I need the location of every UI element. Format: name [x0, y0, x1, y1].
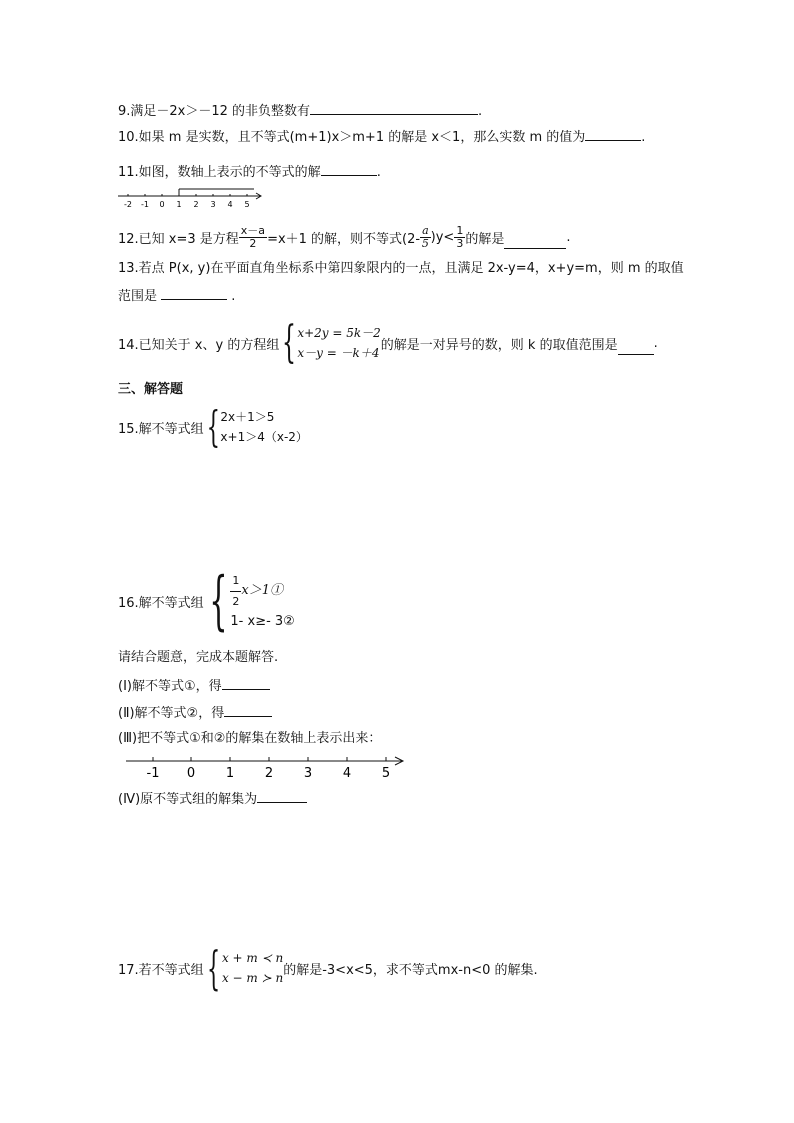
fraction-numerator: 1: [230, 571, 241, 592]
fraction-denominator: 5: [421, 236, 429, 250]
answer-blank[interactable]: [321, 163, 377, 176]
question-12-text: 12.已知 x=3 是方程: [118, 231, 239, 247]
part-3-text: (Ⅲ)把不等式①和②的解集在数轴上表示出来：: [118, 731, 382, 746]
question-17-text: 的解是-3<x<5，求不等式mx-n<0 的解集.: [283, 962, 538, 978]
equation: x－y = －k＋4: [297, 346, 380, 360]
number-line-ticks: [153, 757, 386, 761]
fraction-denominator: 3: [456, 236, 464, 250]
answer-blank[interactable]: [585, 128, 641, 141]
question-14-text: 的解是一对异号的数，则 k 的取值范围是: [380, 337, 618, 353]
tick-label: 0: [186, 766, 196, 781]
equation: x+2y = 5k－2: [297, 326, 381, 340]
tick-label: 5: [381, 766, 391, 781]
fraction: [230, 571, 241, 612]
fraction-numerator: 1: [456, 223, 464, 237]
tick-label: 5: [244, 200, 250, 209]
answer-blank[interactable]: [504, 236, 566, 249]
fraction: [420, 225, 431, 250]
fraction: [239, 225, 267, 250]
section-heading: 三、解答题: [118, 382, 184, 397]
question-12-end: .: [566, 229, 571, 245]
inequality: x + m ≺ n: [221, 951, 284, 965]
fraction-numerator: a: [422, 223, 429, 237]
tick-label: 0: [159, 200, 165, 209]
answer-blank[interactable]: [310, 102, 478, 115]
inequality: 2x＋1＞5: [220, 410, 275, 424]
instruction-text: 请结合题意，完成本题解答.: [118, 650, 279, 665]
fraction: [454, 225, 465, 250]
part-1-text: (Ⅰ)解不等式①，得: [118, 679, 222, 694]
tick-label: 2: [193, 200, 199, 209]
question-13-end: .: [231, 289, 236, 304]
part-4-text: (Ⅳ)原不等式组的解集为: [118, 792, 258, 807]
tick-label: 3: [210, 200, 216, 209]
question-12-text: )y<: [430, 229, 455, 245]
question-14: [118, 318, 658, 368]
question-14-end: .: [653, 335, 658, 351]
question-12: [118, 218, 570, 256]
tick-label: -1: [141, 200, 149, 209]
question-12-text: 的解是: [465, 231, 505, 247]
question-10-end: .: [641, 130, 646, 145]
inequality: x＞1①: [241, 583, 284, 598]
part-4: [118, 790, 307, 808]
inequality: x − m ≻ n: [221, 971, 284, 985]
system-brace: {: [206, 402, 220, 451]
inequality: x+1＞4（x-2）: [220, 430, 308, 444]
part-1: [118, 677, 270, 695]
question-10-text: 10.如果 m 是实数，且不等式(m+1)x＞m+1 的解是 x＜1，那么实数 m 的值为: [118, 130, 586, 145]
answer-blank[interactable]: [222, 677, 270, 690]
question-9-end: .: [478, 104, 483, 119]
tick-label: -1: [146, 766, 160, 781]
question-11: [118, 163, 381, 181]
question-12-text: =x＋1 的解，则不等式(2-: [267, 231, 421, 247]
equation-system: [297, 323, 380, 363]
question-17: [118, 941, 538, 995]
tick-label: 4: [342, 766, 352, 781]
answer-blank[interactable]: [224, 704, 272, 717]
system-brace: {: [208, 564, 228, 638]
fraction-denominator: 2: [232, 594, 240, 608]
answer-blank[interactable]: [161, 287, 227, 300]
question-11-number-line: [116, 186, 266, 212]
system-brace: {: [282, 317, 297, 368]
question-16-number-line: [120, 752, 410, 782]
question-11-text: 11.如图，数轴上表示的不等式的解: [118, 165, 321, 180]
tick-label: -2: [124, 200, 132, 209]
inequality-system: [222, 948, 283, 988]
question-9: [118, 102, 482, 120]
question-13-line-1: 13.若点 P(x, y)在平面直角坐标系中第四象限内的一点，且满足 2x-y=4，x+y=m，则 m 的取值: [118, 261, 684, 276]
question-10: [118, 128, 645, 146]
inequality-system: [220, 407, 308, 447]
tick-label: 1: [176, 200, 182, 209]
question-9-text: 9.满足－2x＞－12 的非负整数有: [118, 104, 311, 119]
answer-blank[interactable]: [618, 342, 654, 355]
fraction-numerator: x－a: [240, 223, 266, 237]
question-16: [118, 564, 295, 638]
tick-label: 1: [225, 766, 235, 781]
question-17-text: 17.若不等式组: [118, 962, 204, 978]
fraction-denominator: 2: [249, 236, 257, 250]
question-13-text: 范围是: [118, 289, 158, 304]
question-13-line-2: [118, 287, 235, 305]
question-15-text: 15.解不等式组: [118, 421, 204, 437]
inequality-system: [230, 571, 294, 632]
question-14-text: 14.已知关于 x、y 的方程组: [118, 337, 280, 353]
tick-label: 4: [227, 200, 233, 209]
tick-label: 2: [264, 766, 274, 781]
part-2-text: (Ⅱ)解不等式②，得: [118, 706, 225, 721]
inequality: 1- x≥- 3②: [230, 613, 295, 629]
answer-blank[interactable]: [257, 790, 307, 803]
part-2: [118, 704, 272, 722]
question-11-end: .: [376, 165, 381, 180]
system-brace: {: [206, 941, 220, 995]
tick-label: 3: [303, 766, 313, 781]
question-16-text: 16.解不等式组: [118, 595, 204, 611]
question-15: [118, 402, 308, 451]
